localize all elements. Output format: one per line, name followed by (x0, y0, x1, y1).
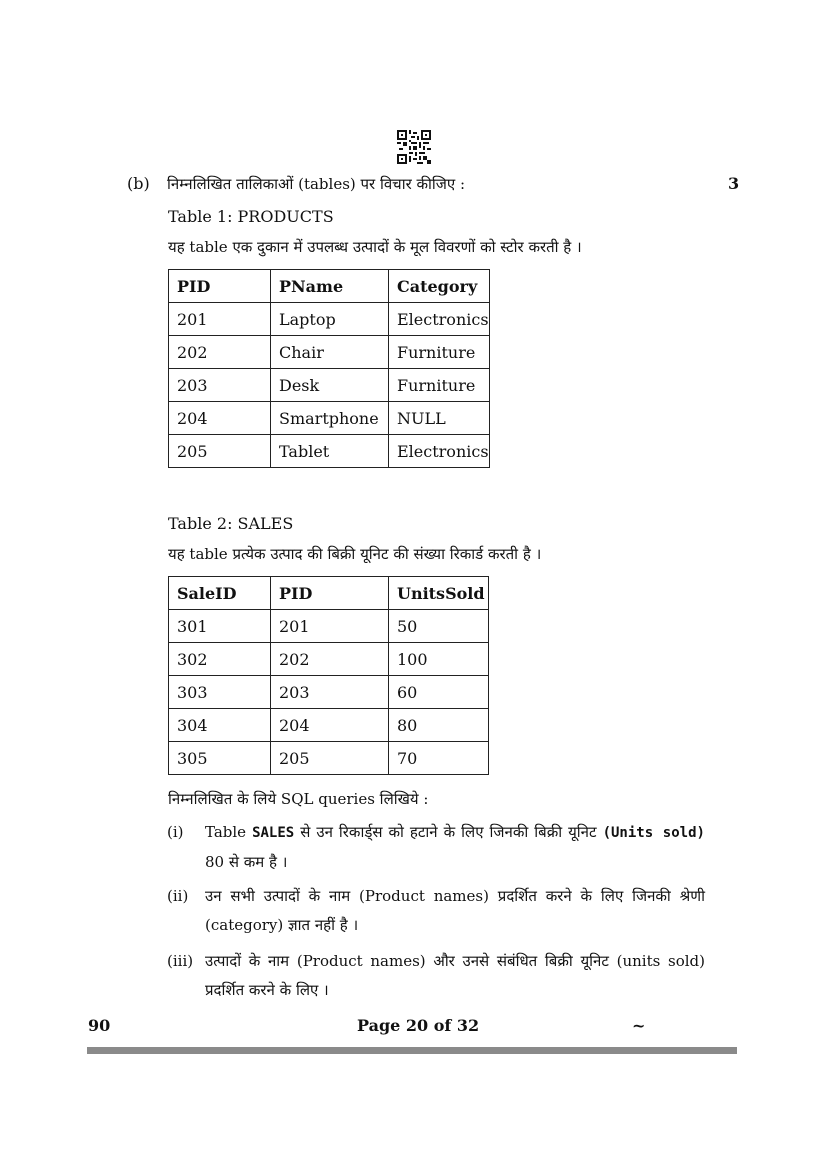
table-row (169, 336, 490, 369)
table-cell: 204 (169, 402, 271, 435)
table-cell: 203 (169, 369, 271, 402)
subquestion-text: उन सभी उत्पादों के नाम (Product names) प्रदर्शित करने के लिए जिनकी श्रेणी (category) ज्ञात नहीं है । (205, 887, 705, 934)
table-cell: Chair (271, 336, 389, 369)
question-label: (b) (127, 174, 150, 193)
table-cell: Laptop (271, 303, 389, 336)
table-row (169, 643, 489, 676)
table-header-cell: PID (169, 270, 271, 303)
table-header-cell: PID (271, 577, 389, 610)
question-text: निम्नलिखित तालिकाओं (tables) पर विचार कीजिए : (167, 175, 466, 193)
footer-mark: ~ (632, 1016, 646, 1035)
table-row (169, 369, 490, 402)
paper-code: 90 (88, 1016, 111, 1035)
products-table (168, 269, 490, 468)
table-cell: 70 (389, 742, 489, 775)
table2-caption: Table 2: SALES (168, 514, 294, 533)
table-row (169, 676, 489, 709)
table2-description: यह table प्रत्येक उत्पाद की बिक्री यूनिट की संख्या रिकार्ड करती है । (168, 545, 542, 563)
subquestion-number: (ii) (167, 887, 189, 905)
subquestion-number: (iii) (167, 952, 194, 970)
table-cell: 201 (169, 303, 271, 336)
table-cell: NULL (389, 402, 490, 435)
subquestion-text (205, 818, 705, 877)
table-cell: 202 (271, 643, 389, 676)
table-row (169, 303, 490, 336)
table-cell: Furniture (389, 336, 490, 369)
table-cell: 80 (389, 709, 489, 742)
table-cell: Tablet (271, 435, 389, 468)
subquestion-number: (i) (167, 823, 184, 841)
subquestion-text-part: 80 से कम है । (205, 853, 288, 871)
subquestion-text-part: से उन रिकार्ड्स को हटाने के लिए जिनकी बिक्री यूनिट (300, 823, 597, 841)
subquestion-text: उत्पादों के नाम (Product names) और उनसे संबंधित बिक्री यूनिट (units sold) प्रदर्शित करने के लिए । (205, 952, 705, 999)
table-row (169, 742, 489, 775)
subquestion-text-part: Table (205, 823, 247, 841)
table-cell: Desk (271, 369, 389, 402)
page-number: Page 20 of 32 (357, 1016, 480, 1035)
table-cell: 303 (169, 676, 271, 709)
table-row (169, 709, 489, 742)
question-marks: 3 (728, 174, 740, 193)
table1-caption: Table 1: PRODUCTS (168, 207, 334, 226)
table-cell: 302 (169, 643, 271, 676)
sql-instruction: निम्नलिखित के लिये SQL queries लिखिये : (168, 790, 429, 808)
table-cell: 205 (271, 742, 389, 775)
table-cell: 304 (169, 709, 271, 742)
table1-description: यह table एक दुकान में उपलब्ध उत्पादों के मूल विवरणों को स्टोर करती है । (168, 238, 582, 256)
qr-code-icon (397, 130, 431, 164)
table-header-row (169, 577, 489, 610)
table-cell: 50 (389, 610, 489, 643)
table-cell: 202 (169, 336, 271, 369)
table-cell: 204 (271, 709, 389, 742)
table-cell: Furniture (389, 369, 490, 402)
footer-rule (87, 1047, 737, 1054)
table-row (169, 435, 490, 468)
table-cell: 60 (389, 676, 489, 709)
table-cell: 305 (169, 742, 271, 775)
table-row (169, 402, 490, 435)
table-header-cell: SaleID (169, 577, 271, 610)
code-term: (Units sold) (602, 825, 705, 841)
code-term: SALES (252, 825, 295, 841)
table-cell: 203 (271, 676, 389, 709)
table-cell: 205 (169, 435, 271, 468)
table-header-cell: PName (271, 270, 389, 303)
table-cell: 301 (169, 610, 271, 643)
sales-table (168, 576, 489, 775)
table-row (169, 610, 489, 643)
table-cell: 201 (271, 610, 389, 643)
table-cell: Smartphone (271, 402, 389, 435)
table-header-cell: Category (389, 270, 490, 303)
table-cell: Electronics (389, 303, 490, 336)
table-cell: Electronics (389, 435, 490, 468)
table-header-cell: UnitsSold (389, 577, 489, 610)
table-cell: 100 (389, 643, 489, 676)
table-header-row (169, 270, 490, 303)
